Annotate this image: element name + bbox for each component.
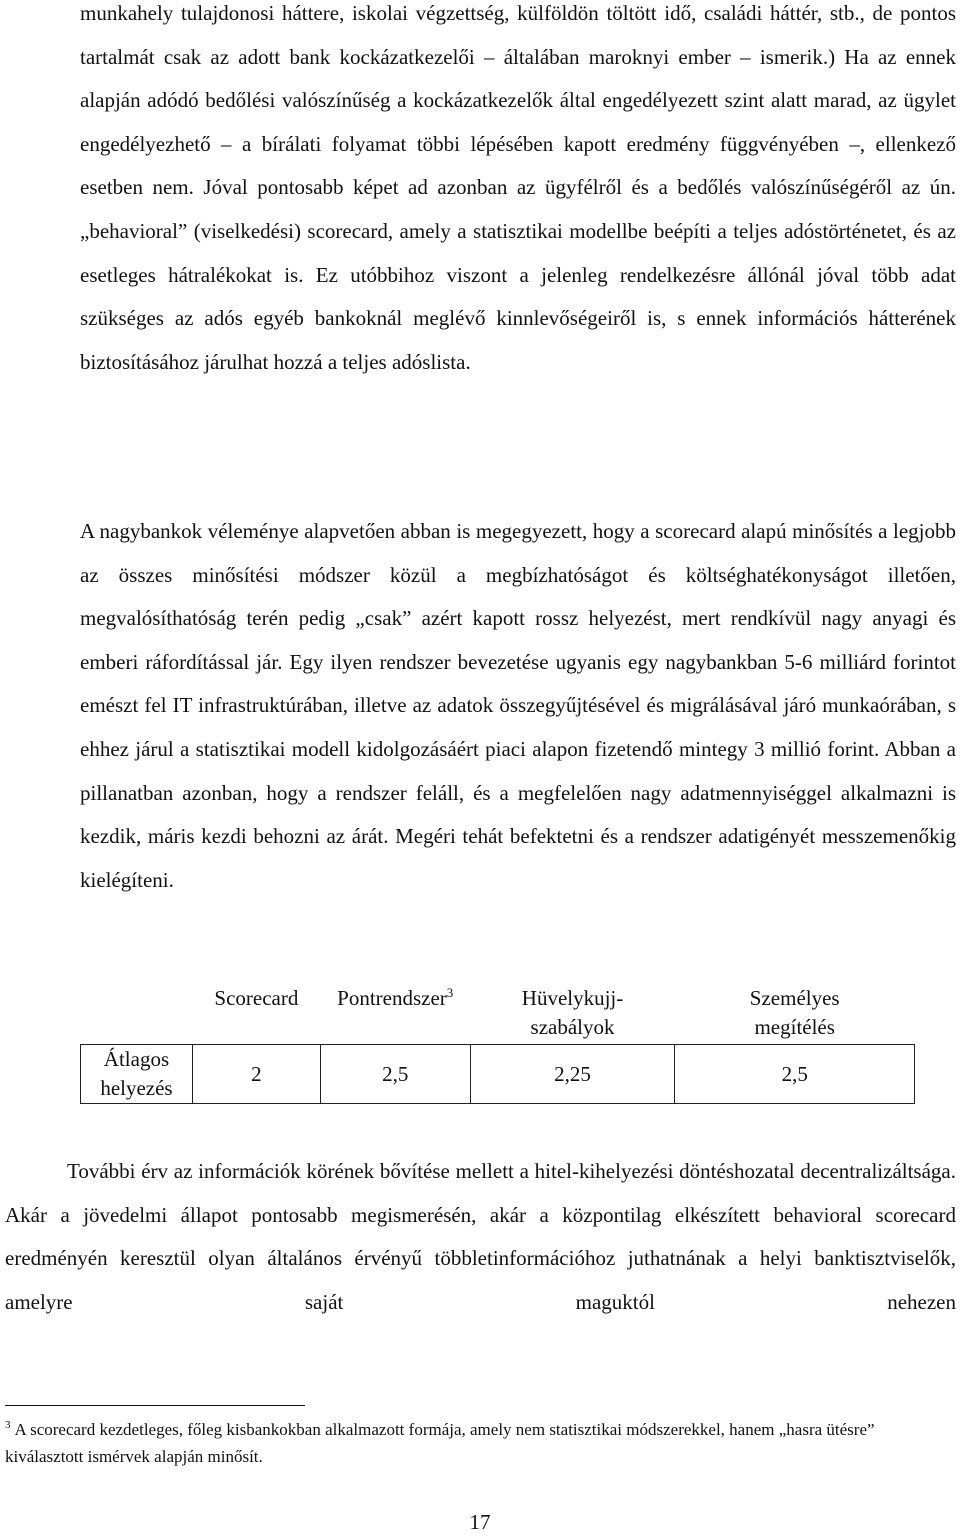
table-header-szemelyes <box>675 982 915 1045</box>
body-paragraph-1: munkahely tulajdonosi háttere, iskolai végzettség, külföldön töltött idő, családi háttér, stb., de pontos tartalmát csak az adott bank kockázatkezelői – általában maroknyi ember – ismerik.) Ha az ennek alapján adódó bedőlési valószínűség a kockázatkezelők által engedélyezett szint alatt marad, az ügylet engedélyezhető – a bírálati folyamat többi lépésében kapott eredmény függvényében –, ellenkező esetben nem. Jóval pontosabb képet ad azonban az ügyfélről és a bedőlés valószínűségéről az ún. „behavioral” (viselkedési) scorecard, amely a statisztikai modellbe beépíti a teljes adóstörténetet, és az esetleges hátralékokat is. Ez utóbbihoz viszont a jelenleg rendelkezésre állónál jóval több adat szükséges az adós egyéb bankoknál meglévő kinnlevőségeiről is, s ennek információs hátterének biztosításához járulhat hozzá a teljes adóslista. <box>80 1 956 374</box>
ranking-table <box>80 982 915 1104</box>
footnote-separator <box>5 1405 305 1406</box>
footnote-text: A scorecard kezdetleges, főleg kisbankokban alkalmazott formája, amely nem statisztikai módszerekkel, hanem „hasra ütésre” kiválasztott ismérvek alapján minősít. <box>5 1420 875 1466</box>
table-header-scorecard: Scorecard <box>192 982 320 1045</box>
table-cell-scorecard: 2 <box>192 1045 320 1104</box>
row-label-text: Átlagos helyezés <box>100 1047 173 1100</box>
footnote <box>5 1416 956 1470</box>
table-header-label: Pontrendszer <box>337 986 447 1010</box>
table-corner-cell <box>81 982 193 1045</box>
table-header-row <box>81 982 915 1045</box>
body-paragraph-3: További érv az információk körének bővítése mellett a hitel-kihelyezési döntéshozatal decentralizáltsága. Akár a jövedelmi állapot pontosabb megismerésén, akár a központilag elkészített behavioral scorecard eredményén keresztül olyan általános érvényű többletinformációhoz juthatnának a helyi banktisztviselők, amelyre saját maguktól nehezen <box>5 1159 956 1314</box>
table-cell-szemelyes: 2,5 <box>675 1045 915 1104</box>
table-header-label: Hüvelykujj-szabályok <box>521 986 624 1039</box>
table-header-huvelykujj <box>470 982 675 1045</box>
page-number: 17 <box>469 1510 491 1534</box>
table-cell-huvelykujj: 2,25 <box>470 1045 675 1104</box>
table-header-label: Személyes megítélés <box>749 986 840 1039</box>
table-row <box>81 1045 915 1104</box>
table-cell-pontrendszer: 2,5 <box>320 1045 470 1104</box>
body-paragraph-2: A nagybankok véleménye alapvetően abban is megegyezett, hogy a scorecard alapú minősítés a legjobb az összes minősítési módszer közül a megbízhatóságot és költséghatékonyságot illetően, megvalósíthatóság terén pedig „csak” azért kapott rossz helyezést, mert rendkívül nagy anyagi és emberi ráfordítással jár. Egy ilyen rendszer bevezetése ugyanis egy nagybankban 5-6 milliárd forintot emészt fel IT infrastruktúrában, illetve az adatok összegyűjtésével és migrálásával járó munkaórában, s ehhez járul a statisztikai modell kidolgozásáért piaci alapon fizetendő mintegy 3 millió forint. Abban a pillanatban azonban, hogy a rendszer feláll, és a megfelelően nagy adatmennyiséggel alkalmazni is kezdik, máris kezdi behozni az árát. Megéri tehát befektetni és a rendszer adatigényét messzemenőkig kielégíteni. <box>80 519 956 892</box>
table-header-pontrendszer <box>320 982 470 1045</box>
footnote-reference: 3 <box>446 985 454 1000</box>
table-row-label <box>81 1045 193 1104</box>
footnote-number: 3 <box>5 1419 11 1432</box>
